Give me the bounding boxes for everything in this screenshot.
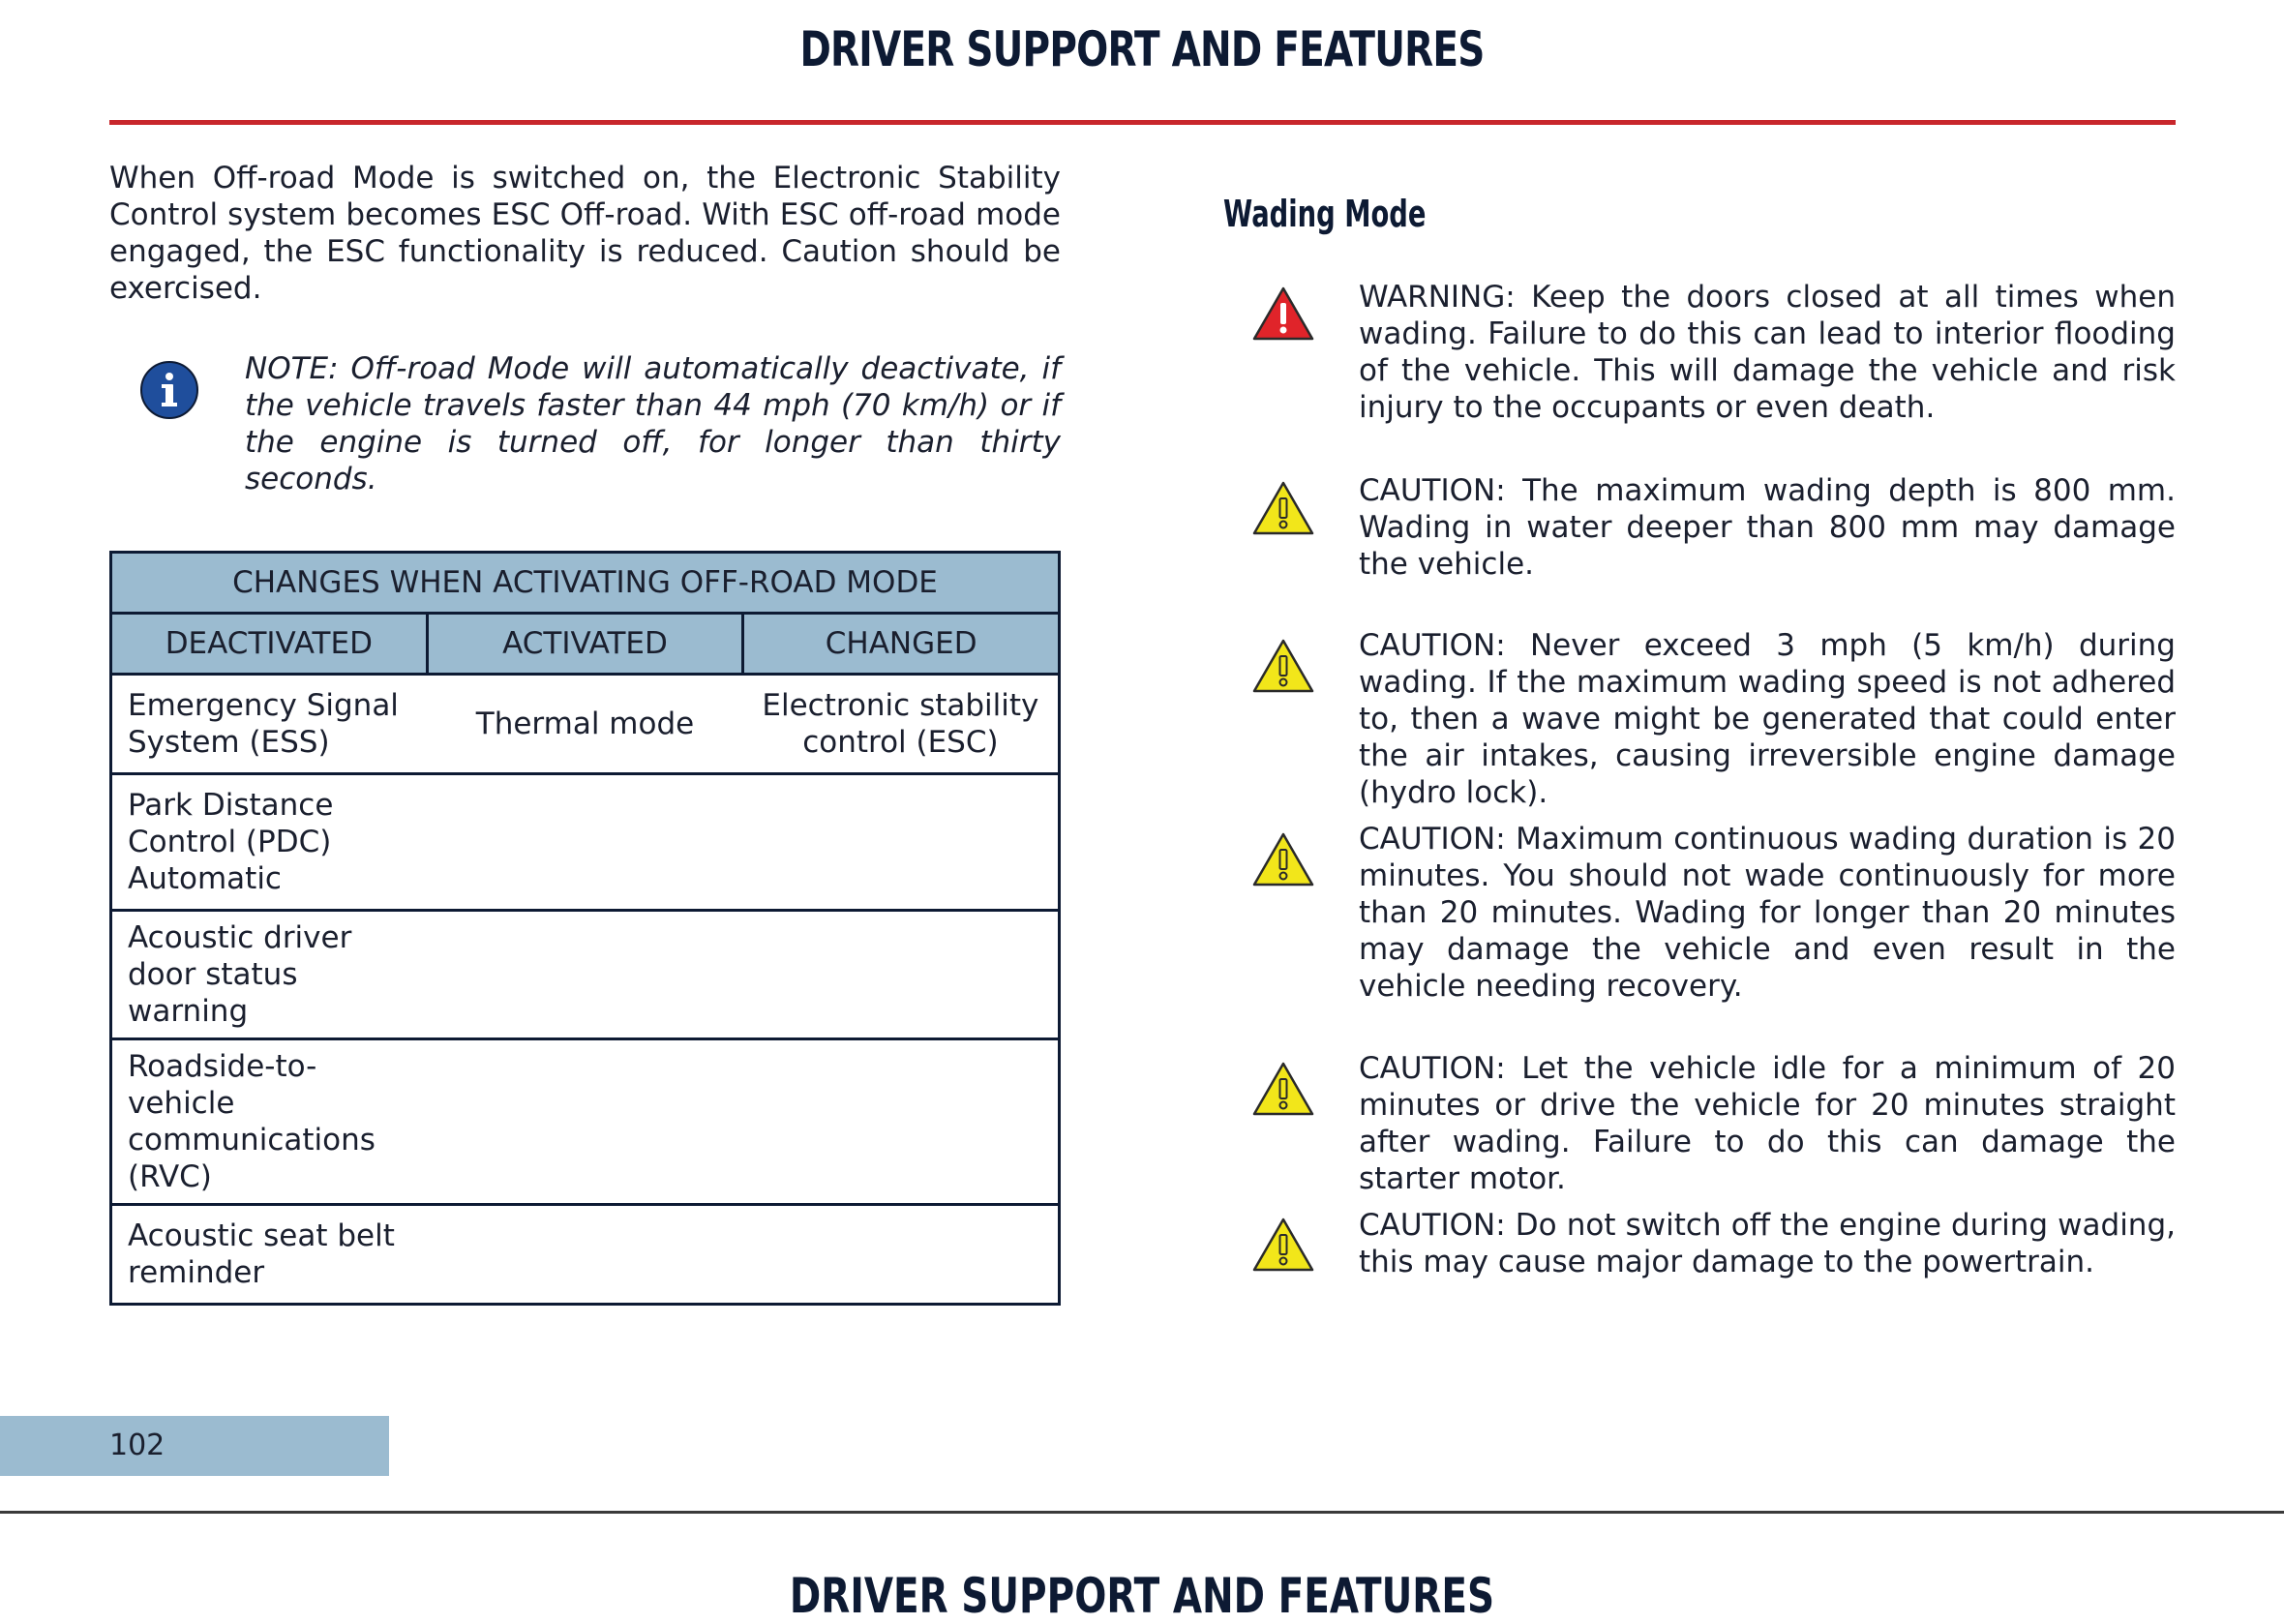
table-row [111, 1039, 1060, 1205]
table-cell [427, 774, 743, 911]
wading-mode-heading: Wading Mode [1223, 193, 1427, 235]
caution-text: CAUTION: Maximum continuous wading duration is 20 minutes. You should not wade continuously for more than 20 minutes. Wading for longer than 20 minutes may damage the vehicle and even result in the vehicle needing recovery. [1359, 822, 2176, 1004]
table-cell: Park Distance Control (PDC) Automatic [111, 774, 428, 911]
page-number-tab [0, 1416, 389, 1476]
title-divider [109, 120, 2176, 125]
next-page-title: DRIVER SUPPORT AND FEATURES [789, 1568, 1495, 1624]
column-header-deactivated: DEACTIVATED [111, 614, 428, 675]
table-row [111, 774, 1060, 911]
caution-text: CAUTION: The maximum wading depth is 800 mm. Wading in water deeper than 800 mm may damage the vehicle. [1359, 473, 2176, 582]
caution-yellow-icon [1251, 1217, 1315, 1273]
table-cell [743, 911, 1060, 1039]
table-cell: Thermal mode [427, 675, 743, 774]
table-cell [743, 774, 1060, 911]
page-break-divider [0, 1511, 2284, 1514]
table-row [111, 911, 1060, 1039]
warning-red-icon [1251, 286, 1315, 342]
column-header-changed: CHANGED [743, 614, 1060, 675]
table-cell [743, 1205, 1060, 1305]
table-cell: Acoustic driver door status warning [111, 911, 428, 1039]
page-title: DRIVER SUPPORT AND FEATURES [799, 21, 1485, 77]
caution-yellow-icon [1251, 831, 1315, 887]
caution-text: CAUTION: Do not switch off the engine during wading, this may cause major damage to the powertrain. [1359, 1208, 2176, 1279]
table-cell [743, 1039, 1060, 1205]
caution-yellow-icon [1251, 480, 1315, 536]
caution-yellow-icon [1251, 638, 1315, 694]
caution-text: CAUTION: Let the vehicle idle for a minimum of 20 minutes or drive the vehicle for 20 minutes straight after wading. Failure to do this can damage the starter motor. [1359, 1051, 2176, 1196]
table-cell: Electronic stability control (ESC) [743, 675, 1060, 774]
column-header-activated: ACTIVATED [427, 614, 743, 675]
table-cell: Acoustic seat belt reminder [111, 1205, 428, 1305]
table-cell [427, 911, 743, 1039]
table-title: CHANGES WHEN ACTIVATING OFF-ROAD MODE [111, 553, 1060, 614]
table-row [111, 675, 1060, 774]
table-cell [427, 1205, 743, 1305]
table-cell [427, 1039, 743, 1205]
table-row [111, 1205, 1060, 1305]
info-icon [139, 360, 199, 420]
table-cell: Roadside-to-vehicle communications (RVC) [111, 1039, 428, 1205]
page-number: 102 [109, 1429, 165, 1462]
caution-text: CAUTION: Never exceed 3 mph (5 km/h) during wading. If the maximum wading speed is not adhered to, then a wave might be generated that could enter the air intakes, causing irreversible engine damage (hydro lock). [1359, 628, 2176, 810]
table-cell: Emergency Signal System (ESS) [111, 675, 428, 774]
changes-table [109, 551, 1061, 1306]
caution-yellow-icon [1251, 1061, 1315, 1117]
warning-text: WARNING: Keep the doors closed at all times when wading. Failure to do this can lead to interior flooding of the vehicle. This will damage the vehicle and risk injury to the occupants or even death. [1359, 280, 2176, 425]
note-text: NOTE: Off-road Mode will automatically deactivate, if the vehicle travels faster than 44 mph (70 km/h) or if the engine is turned off, for longer than thirty seconds. [245, 351, 1061, 496]
intro-paragraph: When Off-road Mode is switched on, the Electronic Stability Control system becomes ESC Off-road. With ESC off-road mode engaged, the ESC functionality is reduced. Caution should be exercised. [109, 161, 1061, 306]
